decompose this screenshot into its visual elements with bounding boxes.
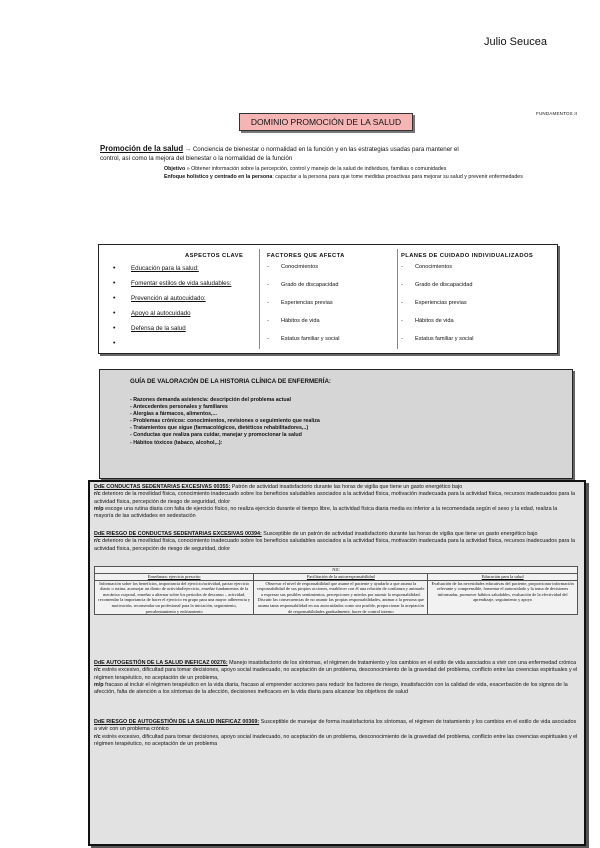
diagnosis-heading: DdE RIESGO DE AUTOGESTIÓN DE LA SALUD INEFICAZ 00369: [94,719,260,725]
manifested-label: m/p [94,681,104,688]
bullet-icon: • [113,265,116,272]
list-item [267,318,393,336]
objective-label: Objetivo [164,166,186,172]
related-text: deterioro de la movilidad física, conocimiento inadecuado sobre los beneficios saludables asociados a la actividad física, motivación inadecuada para la actividad física, recursos inadecuados para la actividad física, percepción de riesgo de seguridad, dolor [94,538,575,552]
list-item [401,282,557,300]
manifested-text: fracaso al incluir el régimen terapéutico en la vida diaria, fracaso al emprender acciones para reducir los factores de riesgo, insatisfacción con la calidad de vida, exacerbación de los signos de la afección, falta de atención a los síntomas de la afección, decisiones ineficaces en la vida diaria para alcanzar los objetivos de salud [94,681,568,696]
factor-label: Conocimientos [281,264,318,270]
diagnosis-block [94,660,578,696]
diagnosis-heading: DdE RIESGO DE CONDUCTAS SEDENTARIAS EXCESIVAS 00394: [94,531,262,537]
column-divider [397,249,398,349]
diagnosis-definition: Susceptible de un patrón de actividad insatisfactorio durante las horas de vigilia que tiene un gasto energético bajo [261,531,538,537]
dash-icon: - [401,264,403,270]
diagnosis-heading: DdE AUTOGESTIÓN DE LA SALUD INEFICAZ 00276: [94,660,228,666]
list-item: - Antecedentes personales y familiares [130,404,228,411]
list-item [267,336,393,354]
dash-icon: - [401,336,403,342]
diagnosis-block [94,719,578,748]
diagnosis-block [94,484,578,520]
plans-title: PLANES DE CUIDADO INDIVIDUALIZADOS [401,253,534,259]
plan-label: Estatus familiar y social [415,336,474,342]
factor-label: Grado de discapacidad [281,282,339,288]
diagnosis-block [94,531,578,553]
related-label: r/c [94,733,101,740]
dash-icon: - [267,300,269,306]
related-text: deterioro de la movilidad física, conocimiento inadecuado sobre los beneficios saludables asociados a la actividad física, motivación inadecuada para la actividad física, recursos inadecuados para la actividad física, percepción de riesgo de seguridad, dolor [94,491,575,505]
related-label: r/c [94,538,101,545]
bullet-icon: • [113,295,116,302]
related-text: estrés excesivo, dificultad para tomar decisiones, apoyo social inadecuado, no aceptación de un problema, desconocimiento de la gravedad del problema, conflicto entre las creencias espirituales y el régimen terapéutico, no aceptación de un problema, [94,667,578,681]
bullet-icon: • [113,340,116,347]
factors-title: FACTORES QUE AFECTA [267,253,345,259]
list-item: - Conductas que realiza para cuidar, manejar y promocionar la salud [130,432,302,439]
promotion-lead: Promoción de la salud [100,144,184,153]
list-item [401,336,557,354]
diagnoses-box [88,480,586,846]
list-item: - Problemas crónicos: conocimientos, revisiones o seguimiento que realiza [130,418,320,425]
assessment-guide-box [99,369,573,479]
plan-label: Conocimientos [415,264,452,270]
dash-icon: - [267,318,269,324]
dash-icon: - [401,282,403,288]
list-item: - Alergias a fármacos, alimentos,... [130,411,217,418]
list-item [113,280,231,295]
plan-label: Hábitos de vida [415,318,454,324]
bullet-icon: • [113,325,116,332]
key-aspects-list [113,265,231,355]
key-aspects-title: ASPECTOS CLAVE [185,253,244,259]
course-tag: FUNDAMENTOS II [536,111,578,116]
bullet-icon: • [113,280,116,287]
nic-column-title: Enseñanza: ejercicio prescrito [95,573,254,580]
list-item [401,264,557,282]
promotion-definition [100,144,480,163]
manifested-label: m/p [94,505,104,512]
dash-icon: - [267,264,269,270]
related-label: r/c [94,491,101,498]
focus-text: : capacitar a la persona para que tome medidas proactivas para mejorar su salud y prevenir enfermedades [272,173,523,180]
list-item [113,265,231,280]
list-item [267,282,393,300]
factor-label: Estatus familiar y social [281,336,340,342]
aspect-label: Prevención al autocuidado: [131,295,206,302]
column-divider [259,249,260,349]
focus-label: Enfoque holístico y centrado en la persona [164,173,273,180]
list-item [113,310,231,325]
bullet-icon: • [113,310,116,317]
related-text: estrés excesivo, dificultad para tomar decisiones, apoyo social inadecuado, no aceptación de un problema, desconocimiento de la gravedad del problema, conflicto entre las creencias espirituales y el régimen terapéutico, no aceptación de un problema [94,733,578,747]
nic-column-text: Evaluación de las necesidades educativas del paciente, proporcionar información relevante y comprensible, fomentar el autocuidado y la toma de decisiones informadas, promover hábitos saludables, evaluación de la efectividad del aprendizaje, seguimiento y apoyo [428,580,578,615]
arrow-icon: → [184,146,192,153]
list-item: - Tratamientos que sigue (farmacológicos, dietéticos rehabilitadores,..) [130,425,309,432]
nic-column-text: Información sobre los beneficios, importancia del ejercicio/actividad, pactar ejercicio diario o rutina, aconsejar un diario de actividad/ejercicio, enseñar fundamentos de la mecánica corporal, enseñar a alternar sobre los periodos de descanso – actividad, recomendar la importancia de hacer el ejercicio en grupo para una mayor adherencia y motivación, recomendar un profesional para la iniciación, seguimiento, precalentamiento y enfriamiento [95,580,254,615]
list-item [113,325,231,340]
dash-icon: - [401,300,403,306]
factors-column [267,253,393,354]
author-name: Julio Seucea [484,36,547,48]
domain-title: DOMINIO PROMOCIÓN DE LA SALUD [250,117,402,127]
plans-column [401,253,557,354]
diagnosis-definition: Patrón de actividad insatisfactorio durante las horas de vigilia que tiene un gasto energético bajo [230,484,463,490]
list-item: - Hábitos tóxicos (tabaco, alcohol,..): [130,439,223,446]
aspect-label: Educación para la salud: [131,265,199,272]
list-item [267,300,393,318]
dash-icon: - [401,318,403,324]
list-item [267,264,393,282]
aspect-label: Apoyo al autocuidado [131,310,191,317]
related-label: r/c [94,667,101,674]
aspect-label: Defensa de la salud [131,325,186,332]
diagnosis-heading: DdE CONDUCTAS SEDENTARIAS EXCESIVAS 00355: [94,484,231,490]
list-item [401,300,557,318]
nic-column-title: Educación para la salud [428,573,578,580]
nic-column-title: Facilitación de la autorresponsabilidad [254,573,428,580]
nic-header: NIC [95,567,578,574]
nic-column-text: Observar el nivel de responsabilidad que asume el paciente y ayudarlo a que asuma la responsabilidad de sus propios acciones, establecer con él una relación de confianza y animarle a expresar sus posibles sentimientos, percepciones y miedos por asumir la responsabilidad. Discutir las consecuencias de no asumir las propias responsabilidades, animar a la persona que asuma tanta responsabilidad en sus autocuidados como sea posible, proporcionar la aceptación de responsabilidades gradualmente, hacer de control interno [254,580,428,615]
diagnosis-definition: Susceptible de manejar de forma insatisfactoria los síntomas, el régimen de tratamiento y los cambios en el estilo de vida asociados a vivir con un problema crónico [94,719,577,733]
factor-label: Hábitos de vida [281,318,320,324]
dash-icon: - [267,282,269,288]
diagnosis-definition: Manejo insatisfactorio de los síntomas, el régimen de tratamiento y los cambios en el estilo de vida asociados a vivir con una enfermedad crónica [227,660,577,666]
key-aspects-box [98,244,558,354]
aspect-label: Fomentar estilos de vida saludables: [131,280,232,287]
list-item: - Razones demanda asistencia: descripción del problema actual [130,397,292,403]
objective-block [164,166,544,181]
list-item [113,295,231,310]
guide-list [130,397,320,447]
promotion-text: Conciencia de bienestar o normalidad en la función y en las estrategias usadas para mantener el control, así como la mejora del bienestar o la normalidad de la función [100,146,459,162]
nic-table [94,566,578,615]
list-item [113,340,231,355]
objective-text: » Obtener información sobre la percepción, control y manejo de la salud de individuos, familias o comunidades [186,166,447,172]
list-item [401,318,557,336]
manifested-text: escoge una rutina diaria con falta de ejercicio físico, no realiza ejercicio durante el tiempo libre, la actividad física diaria media es inferior a la recomendada según el sexo y la edad, realiza la mayoría de las actividades en sedestación [94,505,558,520]
guide-title: GUÍA DE VALORACIÓN DE LA HISTORIA CLÍNICA DE ENFERMERÍA: [130,378,331,385]
dash-icon: - [267,336,269,342]
plan-label: Experiencias previas [415,300,467,306]
factor-label: Experiencias previas [281,300,333,306]
domain-title-box [239,113,413,131]
plan-label: Grado de discapacidad [415,282,473,288]
